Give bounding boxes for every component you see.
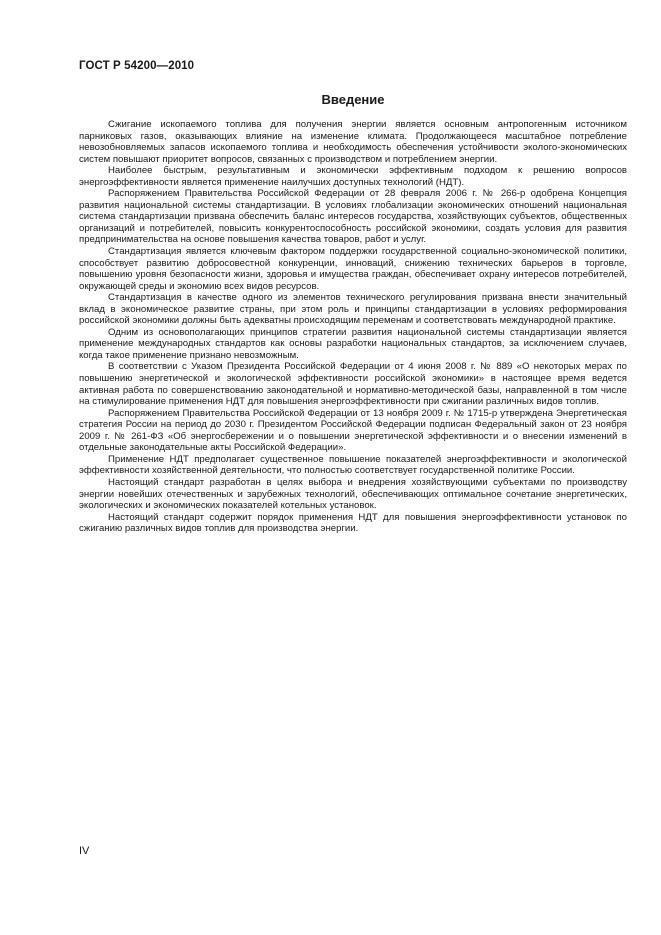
paragraph-3: Распоряжением Правительства Российской Федерации от 28 февраля 2006 г. № 266-р одобрена Концепция развития национальной системы стандартизации. В условиях глобализации экономических отношений национальная система стандартизации призвана обеспечить баланс интересов государства, хозяйствующих субъектов, общественных организаций и потребителей, повысить конкурентоспособность российской экономики, создать условия для развития предпринимательства на основе повышения качества товаров, работ и услуг. <box>79 188 627 246</box>
paragraph-9: Применение НДТ предполагает существенное повышение показателей энергоэффективности и экологической эффективности хозяйственной деятельности, что полностью соответствует государственной политике России. <box>79 453 627 477</box>
paragraph-10: Настоящий стандарт разработан в целях выбора и внедрения хозяйствующими субъектами по производству энергии новейших отечественных и зарубежных технологий, обеспечивающих оптимальное сочетание энергетических, экологических и экономических показателей котельных установок. <box>79 476 627 512</box>
paragraph-8: Распоряжением Правительства Российской Федерации от 13 ноября 2009 г. № 1715-р утверждена Энергетическая стратегия России на период до 2030 г. Президентом Российской Федерации подписан Федеральный закон от 23 ноября 2009 г. № 261-ФЗ «Об энергосбережении и о повышении энергетической эффективности и о внесении изменений в отдельные законодательные акты Российской Федерации». <box>79 407 627 454</box>
paragraph-11: Настоящий стандарт содержит порядок применения НДТ для повышения энергоэффективности установок по сжиганию различных видов топлив для производства энергии. <box>79 511 627 535</box>
document-header-standard-id: ГОСТ Р 54200—2010 <box>79 60 195 72</box>
paragraph-7: В соответствии с Указом Президента Российской Федерации от 4 июня 2008 г. № 889 «О некоторых мерах по повышению энергетической и экологической эффективности российской экономики» в настоящее время ведется активная работа по совершенствованию законодательной и нормативно-методической базы, направленной в том числе на стимулирование применения НДТ для повышения энергоэффективности при сжигании различных видов топлив. <box>79 361 627 408</box>
paragraph-5: Стандартизация в качестве одного из элементов технического регулирования призвана внести значительный вклад в экономическое развитие страны, при этом роль и принципы стандартизации в условиях реформирования российской экономики должны быть адекватны происходящим переменам и соответствовать международной практике. <box>79 292 627 327</box>
paragraph-2: Наиболее быстрым, результативным и экономически эффективным подходом к решению вопросов энергоэффективности является применение наилучших доступных технологий (НДТ). <box>79 165 627 188</box>
section-body <box>79 119 627 535</box>
section-title: Введение <box>321 92 385 107</box>
page-number: IV <box>79 845 90 857</box>
paragraph-4: Стандартизация является ключевым фактором поддержки государственной социально-экономической политики, способствует развитию добросовестной конкуренции, инноваций, снижению технических барьеров в торговле, повышению уровня безопасности жизни, здоровья и имущества граждан, обеспечивает охрану интересов потребителей, окружающей среды и экономию всех видов ресурсов. <box>79 246 627 292</box>
paragraph-1: Сжигание ископаемого топлива для получения энергии является основным антропогенным источником парниковых газов, оказывающих влияние на изменение климата. Продолжающееся масштабное потребление невозобновляемых запасов ископаемого топлива и необходимость обеспечения устойчивости эколого-экономических систем повышают приоритет вопросов, связанных с производством и потреблением энергии. <box>79 119 627 165</box>
paragraph-6: Одним из основополагающих принципов стратегии развития национальной системы стандартизации является применение международных стандартов как основы разработки национальных стандартов, за исключением случаев, когда такое применение признано невозможным. <box>79 326 627 361</box>
